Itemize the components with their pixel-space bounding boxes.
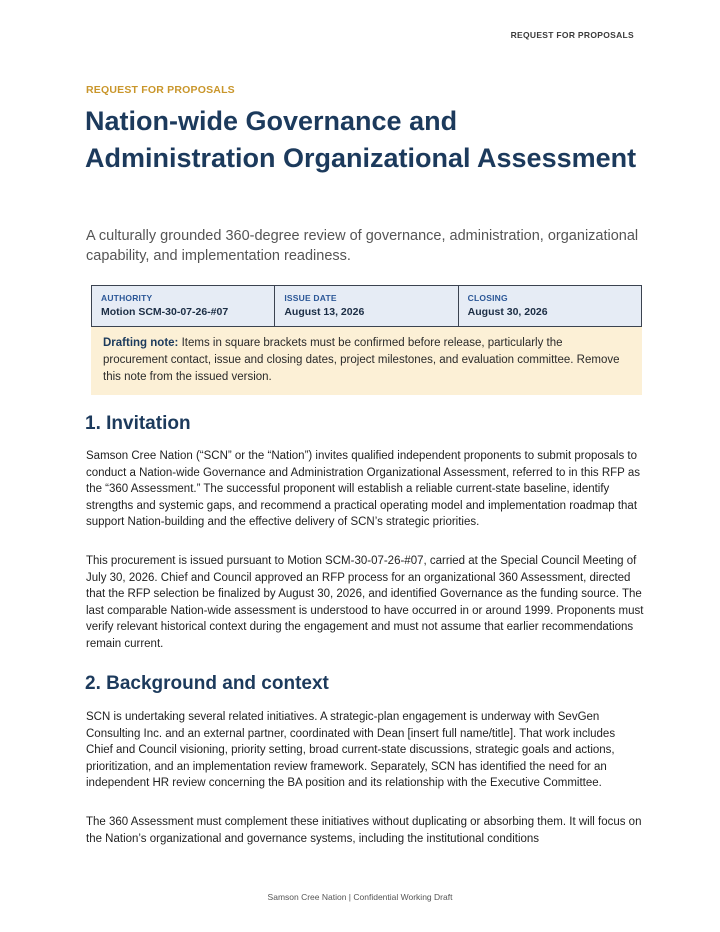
paragraph: The 360 Assessment must complement these initiatives without duplicating or absorbing them. It will focus on the Nation’s organizational and governance systems, including the institutional conditions (86, 816, 642, 845)
paragraph: SCN is undertaking several related initiatives. A strategic-plan engagement is underway with SevGen Consulting Inc. and an external partner, coordinated with Dean [insert full name/title]. That work includes Chief and Council visioning, priority setting, broad current-state discussions, strategic goals and actions, prioritization, and an implementation review framework. Separately, SCN has identified the need for an independent HR review concerning the BA position and its relationship with the Executive Committee. (86, 711, 616, 789)
document-subtitle: A culturally grounded 360-degree review of governance, administration, organizational capability, and implementation readiness. (86, 228, 639, 264)
meta-value: August 13, 2026 (284, 306, 365, 318)
document-eyebrow: REQUEST FOR PROPOSALS (86, 84, 235, 96)
meta-label: ISSUE DATE (284, 293, 337, 303)
drafting-note (91, 327, 642, 395)
rfp-metadata-table (91, 285, 642, 327)
meta-cell-issue-date (275, 286, 458, 326)
running-header: REQUEST FOR PROPOSALS (510, 30, 634, 40)
section-heading-background: 2. Background and context (85, 673, 329, 694)
drafting-note-label: Drafting note: (103, 337, 179, 349)
document-title: Nation-wide Governance and Administration Organizational Assessment (85, 106, 637, 173)
meta-value: Motion SCM-30-07-26-#07 (101, 306, 229, 318)
meta-value: August 30, 2026 (467, 306, 548, 318)
drafting-note-text: Items in square brackets must be confirmed before release, particularly the procurement contact, issue and closing dates, project milestones, and evaluation committee. Remove this note from the issued version. (103, 337, 620, 383)
meta-cell-closing (459, 286, 641, 326)
paragraph: Samson Cree Nation (“SCN” or the “Nation”) invites qualified independent proponents to submit proposals to conduct a Nation-wide Governance and Administration Organizational Assessment, referred to in this RFP as the “360 Assessment.” The successful proponent will establish a reliable current-state baseline, identify strengths and systemic gaps, and recommend a practical operating model and implementation roadmap that support Nation-building and the effective delivery of SCN’s strategic priorities. (86, 450, 640, 528)
paragraph: This procurement is issued pursuant to Motion SCM-30-07-26-#07, carried at the Special Council Meeting of July 30, 2026. Chief and Council approved an RFP process for an organizational 360 Assessment, directed that the RFP selection be finalized by August 30, 2026, and identified Governance as the funding source. The last comparable Nation-wide assessment is understood to have occurred in or around 1999. Proponents must verify relevant historical context during the engagement and must not assume that earlier recommendations remain current. (86, 555, 644, 650)
section-heading-invitation: 1. Invitation (85, 413, 191, 434)
meta-label: AUTHORITY (101, 293, 153, 303)
meta-label: CLOSING (467, 293, 508, 303)
page-footer: Samson Cree Nation | Confidential Working Draft (267, 892, 453, 902)
meta-cell-authority (92, 286, 275, 326)
